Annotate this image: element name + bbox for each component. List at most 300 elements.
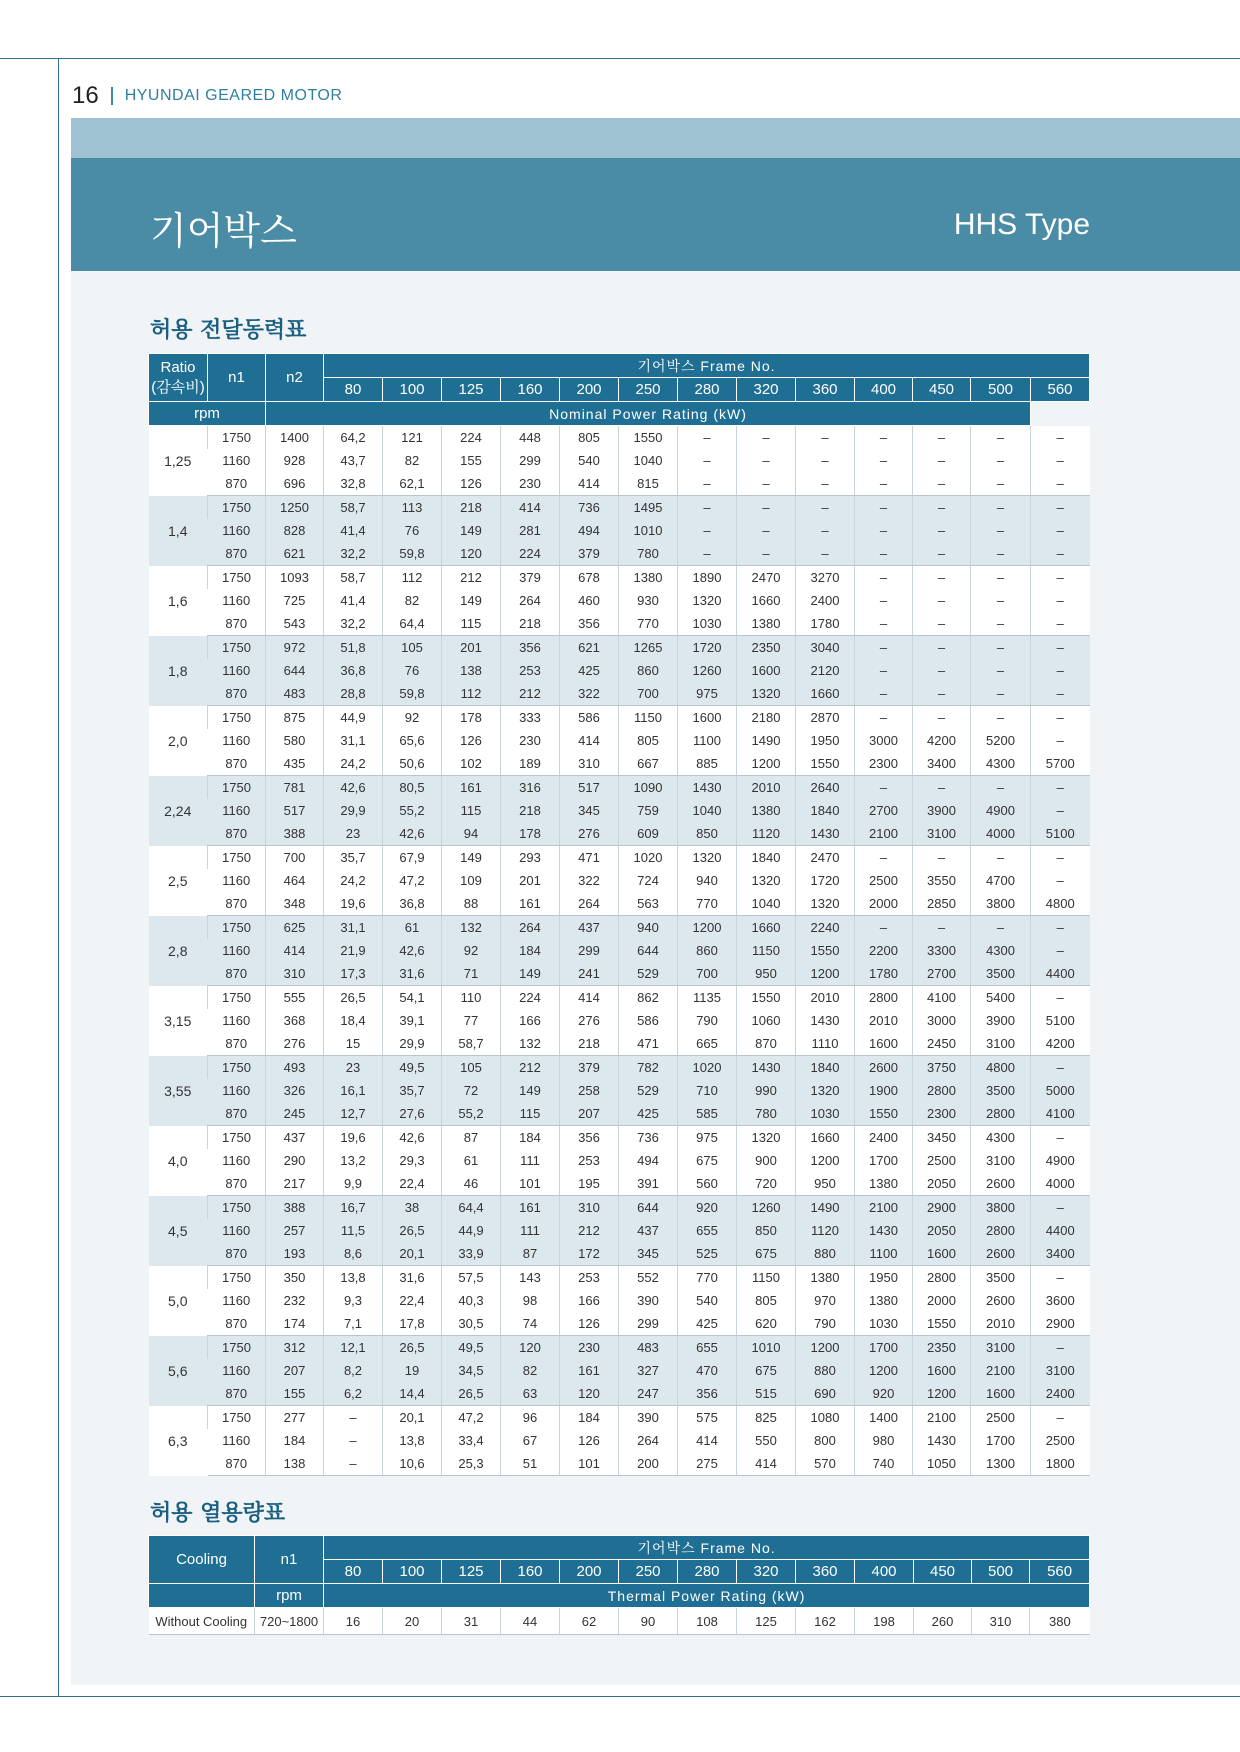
table-row <box>149 1126 1090 1150</box>
thermal-rpm-header: rpm <box>255 1584 324 1608</box>
table-cell: 391 <box>619 1172 678 1196</box>
frame-number-500: 500 <box>972 1560 1030 1584</box>
table-cell: 1160 <box>208 1429 266 1452</box>
table-cell: 1320 <box>796 892 855 916</box>
table-cell: – <box>971 846 1031 870</box>
table-cell: 2010 <box>737 776 796 800</box>
table-cell: – <box>913 426 971 450</box>
table-cell: 1320 <box>678 589 737 612</box>
table-cell: – <box>1031 659 1090 682</box>
table-cell: 200 <box>619 1452 678 1476</box>
table-cell: 1490 <box>737 729 796 752</box>
table-cell: 101 <box>501 1172 560 1196</box>
table-row <box>149 1196 1090 1220</box>
table-cell: 1400 <box>266 426 324 450</box>
table-cell: 16,7 <box>324 1196 383 1220</box>
table-cell: 62 <box>560 1608 619 1635</box>
table-cell: 781 <box>266 776 324 800</box>
table-cell: 63 <box>501 1382 560 1406</box>
table-cell: 30,5 <box>442 1312 501 1336</box>
table-cell: 2900 <box>913 1196 971 1220</box>
table-cell: 19,6 <box>324 892 383 916</box>
table-cell: 264 <box>619 1429 678 1452</box>
table-cell: 149 <box>501 1079 560 1102</box>
table-cell: 930 <box>619 589 678 612</box>
table-cell: – <box>1031 519 1090 542</box>
table-cell: 64,4 <box>442 1196 501 1220</box>
thermal-table-body <box>149 1608 1090 1635</box>
table-cell: 275 <box>678 1452 737 1476</box>
table-cell: 388 <box>266 822 324 846</box>
table-row <box>149 1452 1090 1476</box>
table-cell: 207 <box>560 1102 619 1126</box>
table-cell: 64,2 <box>324 426 383 450</box>
table-cell: 241 <box>560 962 619 986</box>
table-cell: 258 <box>560 1079 619 1102</box>
table-cell: – <box>855 612 913 636</box>
table-cell: 1750 <box>208 1266 266 1290</box>
table-cell: 162 <box>796 1608 855 1635</box>
table-cell: 1250 <box>266 496 324 520</box>
table-cell: 22,4 <box>383 1289 442 1312</box>
table-cell: – <box>971 519 1031 542</box>
table-cell: 105 <box>383 636 442 660</box>
table-cell: 9,9 <box>324 1172 383 1196</box>
table-cell: 805 <box>737 1289 796 1312</box>
table-cell: 1750 <box>208 1126 266 1150</box>
table-row <box>149 1406 1090 1430</box>
table-cell: 138 <box>442 659 501 682</box>
table-cell: 32,2 <box>324 612 383 636</box>
ratio-cell: 6,3 <box>149 1406 208 1476</box>
table-cell: 23 <box>324 1056 383 1080</box>
table-cell: – <box>855 449 913 472</box>
table-cell: 425 <box>560 659 619 682</box>
table-cell: 126 <box>442 729 501 752</box>
table-cell: 2400 <box>1031 1382 1090 1406</box>
table-cell: 950 <box>737 962 796 986</box>
table-cell: 1400 <box>855 1406 913 1430</box>
table-cell: 525 <box>678 1242 737 1266</box>
table-cell: 2500 <box>1031 1429 1090 1452</box>
table-row <box>149 1242 1090 1266</box>
table-cell: – <box>324 1429 383 1452</box>
table-cell: 2600 <box>971 1172 1031 1196</box>
power-table-body <box>149 426 1090 1476</box>
table-cell: 437 <box>619 1219 678 1242</box>
table-cell: – <box>971 449 1031 472</box>
table-cell: 2500 <box>971 1406 1031 1430</box>
table-cell: 1160 <box>208 659 266 682</box>
frame-number-360: 360 <box>796 1560 855 1584</box>
ratio-cell: 3,55 <box>149 1056 208 1126</box>
table-cell: 1380 <box>737 612 796 636</box>
n2-header: n2 <box>266 354 324 402</box>
table-cell: – <box>971 612 1031 636</box>
table-cell: 540 <box>560 449 619 472</box>
table-cell: 1050 <box>913 1452 971 1476</box>
table-cell: 850 <box>678 822 737 846</box>
table-cell: 126 <box>560 1429 619 1452</box>
table-cell: 112 <box>383 566 442 590</box>
table-cell: 2100 <box>971 1359 1031 1382</box>
frame-number-560: 560 <box>1030 1560 1090 1584</box>
table-cell: 2400 <box>855 1126 913 1150</box>
table-cell: 1030 <box>796 1102 855 1126</box>
table-cell: 621 <box>560 636 619 660</box>
table-cell: 3450 <box>913 1126 971 1150</box>
table-cell: 1150 <box>737 1266 796 1290</box>
table-cell: – <box>855 589 913 612</box>
thermal-frame-header: 기어박스 Frame No. <box>324 1536 1090 1560</box>
table-cell: – <box>737 472 796 496</box>
table-cell: 115 <box>442 799 501 822</box>
table-cell: 644 <box>619 1196 678 1220</box>
table-row <box>149 659 1090 682</box>
table-cell: 1380 <box>737 799 796 822</box>
table-cell: 1260 <box>737 1196 796 1220</box>
table-cell: 2700 <box>855 799 913 822</box>
table-cell: 87 <box>442 1126 501 1150</box>
table-cell: 1600 <box>678 706 737 730</box>
table-cell: 1160 <box>208 1009 266 1032</box>
table-cell: 900 <box>737 1149 796 1172</box>
table-cell: 257 <box>266 1219 324 1242</box>
table-cell: – <box>1031 542 1090 566</box>
table-cell: 1750 <box>208 1196 266 1220</box>
table-cell: 870 <box>208 682 266 706</box>
table-cell: 2100 <box>855 822 913 846</box>
table-cell: 414 <box>560 986 619 1010</box>
table-row <box>149 962 1090 986</box>
table-cell: – <box>737 426 796 450</box>
table-cell: 543 <box>266 612 324 636</box>
table-cell: 105 <box>442 1056 501 1080</box>
table-cell: 1550 <box>796 939 855 962</box>
table-cell: 759 <box>619 799 678 822</box>
table-cell: 108 <box>678 1608 737 1635</box>
table-cell: – <box>1031 1266 1090 1290</box>
table-cell: 644 <box>266 659 324 682</box>
table-cell: 59,8 <box>383 542 442 566</box>
table-cell: 1380 <box>855 1289 913 1312</box>
table-cell: 885 <box>678 752 737 776</box>
ratio-header: Ratio (감속비) <box>149 354 208 402</box>
table-cell: 1550 <box>619 426 678 450</box>
table-cell: 310 <box>560 1196 619 1220</box>
table-cell: 149 <box>442 589 501 612</box>
table-cell: 1320 <box>737 1126 796 1150</box>
table-cell: 230 <box>501 472 560 496</box>
table-cell: 88 <box>442 892 501 916</box>
table-cell: 1430 <box>913 1429 971 1452</box>
table-cell: 678 <box>560 566 619 590</box>
table-cell: 1200 <box>855 1359 913 1382</box>
table-cell: 111 <box>501 1219 560 1242</box>
table-cell: 322 <box>560 682 619 706</box>
table-cell: 47,2 <box>383 869 442 892</box>
table-cell: 880 <box>796 1242 855 1266</box>
table-cell: 138 <box>266 1452 324 1476</box>
table-cell: 43,7 <box>324 449 383 472</box>
table-row <box>149 939 1090 962</box>
table-cell: 1160 <box>208 1359 266 1382</box>
table-cell: 1160 <box>208 589 266 612</box>
table-cell: 1160 <box>208 1289 266 1312</box>
table-cell: 82 <box>383 449 442 472</box>
table-cell: 49,5 <box>442 1336 501 1360</box>
table-cell: – <box>913 612 971 636</box>
table-cell: 17,8 <box>383 1312 442 1336</box>
table-cell: 782 <box>619 1056 678 1080</box>
table-cell: – <box>913 566 971 590</box>
table-cell: – <box>913 472 971 496</box>
table-cell: 1380 <box>855 1172 913 1196</box>
table-cell: 870 <box>208 1382 266 1406</box>
power-rating-table <box>148 353 1090 1476</box>
table-cell: 312 <box>266 1336 324 1360</box>
ratio-cell: 4,0 <box>149 1126 208 1196</box>
table-cell: 550 <box>737 1429 796 1452</box>
table-cell: 1840 <box>796 799 855 822</box>
table-row <box>149 1009 1090 1032</box>
table-cell: 245 <box>266 1102 324 1126</box>
table-cell: 299 <box>619 1312 678 1336</box>
table-cell: 1260 <box>678 659 737 682</box>
table-cell: 975 <box>678 682 737 706</box>
table-cell: 41,4 <box>324 519 383 542</box>
table-cell: 1160 <box>208 729 266 752</box>
table-cell: – <box>737 496 796 520</box>
table-cell: – <box>913 496 971 520</box>
table-cell: – <box>855 472 913 496</box>
table-cell: – <box>324 1452 383 1476</box>
table-cell: 55,2 <box>442 1102 501 1126</box>
table-cell: 3900 <box>971 1009 1031 1032</box>
table-cell: 40,3 <box>442 1289 501 1312</box>
table-row <box>149 449 1090 472</box>
table-cell: 155 <box>442 449 501 472</box>
ratio-cell: 1,6 <box>149 566 208 636</box>
table-cell: 281 <box>501 519 560 542</box>
table-cell: 1030 <box>678 612 737 636</box>
table-cell: 98 <box>501 1289 560 1312</box>
table-cell: 1120 <box>737 822 796 846</box>
table-cell: – <box>913 916 971 940</box>
table-row <box>149 869 1090 892</box>
table-cell: 112 <box>442 682 501 706</box>
table-row <box>149 1336 1090 1360</box>
header-divider <box>111 87 113 105</box>
table-cell: 2350 <box>737 636 796 660</box>
table-cell: 161 <box>442 776 501 800</box>
table-row <box>149 542 1090 566</box>
table-cell: 390 <box>619 1289 678 1312</box>
table-cell: 195 <box>560 1172 619 1196</box>
table-cell: 77 <box>442 1009 501 1032</box>
table-cell: 586 <box>560 706 619 730</box>
table-cell: 174 <box>266 1312 324 1336</box>
table-cell: 870 <box>208 892 266 916</box>
table-cell: – <box>1031 472 1090 496</box>
table-cell: 17,3 <box>324 962 383 986</box>
table-cell: 35,7 <box>383 1079 442 1102</box>
table-cell: 675 <box>737 1359 796 1382</box>
table-cell: 212 <box>560 1219 619 1242</box>
table-cell: 310 <box>266 962 324 986</box>
ratio-cell: 2,8 <box>149 916 208 986</box>
table-row <box>149 496 1090 520</box>
frame-number-360: 360 <box>796 378 855 402</box>
table-cell: 1750 <box>208 496 266 520</box>
table-cell: 1160 <box>208 939 266 962</box>
table-cell: 253 <box>560 1266 619 1290</box>
table-cell: 972 <box>266 636 324 660</box>
ratio-cell: 1,25 <box>149 426 208 496</box>
table-cell: 870 <box>208 1242 266 1266</box>
table-cell: 290 <box>266 1149 324 1172</box>
table-cell: 4400 <box>1031 962 1090 986</box>
table-cell: 515 <box>737 1382 796 1406</box>
table-cell: 232 <box>266 1289 324 1312</box>
table-cell: 61 <box>383 916 442 940</box>
table-cell: 870 <box>208 612 266 636</box>
table-cell: 212 <box>501 1056 560 1080</box>
table-cell: 4400 <box>1031 1219 1090 1242</box>
table-cell: 770 <box>678 1266 737 1290</box>
table-cell: 1495 <box>619 496 678 520</box>
table-cell: 58,7 <box>442 1032 501 1056</box>
table-cell: – <box>1031 799 1090 822</box>
table-cell: 201 <box>442 636 501 660</box>
table-cell: 178 <box>501 822 560 846</box>
table-cell: 121 <box>383 426 442 450</box>
table-cell: 33,9 <box>442 1242 501 1266</box>
table-cell: 218 <box>560 1032 619 1056</box>
table-cell: 28,8 <box>324 682 383 706</box>
frame-number-125: 125 <box>442 378 501 402</box>
table-cell: 1320 <box>678 846 737 870</box>
table-cell: – <box>855 542 913 566</box>
table-cell: – <box>971 589 1031 612</box>
table-cell: 1660 <box>796 1126 855 1150</box>
table-cell: 80,5 <box>383 776 442 800</box>
table-cell: 132 <box>442 916 501 940</box>
table-cell: 132 <box>501 1032 560 1056</box>
table-cell: 1093 <box>266 566 324 590</box>
table-cell: 1430 <box>678 776 737 800</box>
table-row <box>149 892 1090 916</box>
table-cell: 26,5 <box>383 1219 442 1242</box>
power-table-title: 허용 전달동력표 <box>150 318 307 343</box>
table-cell: 665 <box>678 1032 737 1056</box>
table-cell: 293 <box>501 846 560 870</box>
table-cell: – <box>855 426 913 450</box>
table-cell: – <box>1031 939 1090 962</box>
table-cell: 2000 <box>855 892 913 916</box>
table-cell: 4300 <box>971 1126 1031 1150</box>
table-cell: 29,9 <box>383 1032 442 1056</box>
ratio-cell: 3,15 <box>149 986 208 1056</box>
frame-number-320: 320 <box>737 378 796 402</box>
frame-number-500: 500 <box>971 378 1031 402</box>
frame-number-320: 320 <box>737 1560 796 1584</box>
table-cell: 5000 <box>1031 1079 1090 1102</box>
table-cell: 115 <box>501 1102 560 1126</box>
table-cell: 101 <box>560 1452 619 1476</box>
brand-name: HYUNDAI GEARED MOTOR <box>124 87 343 104</box>
table-cell: 1430 <box>737 1056 796 1080</box>
table-cell: 1265 <box>619 636 678 660</box>
table-cell: 11,5 <box>324 1219 383 1242</box>
table-cell: 1720 <box>678 636 737 660</box>
table-cell: 67,9 <box>383 846 442 870</box>
table-cell: 1080 <box>796 1406 855 1430</box>
table-row <box>149 472 1090 496</box>
page-title: 기어박스 <box>150 209 297 253</box>
table-cell: 2870 <box>796 706 855 730</box>
table-cell: 3100 <box>913 822 971 846</box>
table-cell: 82 <box>501 1359 560 1382</box>
table-cell: 230 <box>501 729 560 752</box>
table-row <box>149 1382 1090 1406</box>
table-cell: 47,2 <box>442 1406 501 1430</box>
table-cell: 1750 <box>208 1406 266 1430</box>
table-cell: 4300 <box>971 752 1031 776</box>
table-cell: 64,4 <box>383 612 442 636</box>
table-cell: 35,7 <box>324 846 383 870</box>
table-cell: 5100 <box>1031 822 1090 846</box>
table-cell: 34,5 <box>442 1359 501 1382</box>
table-cell: 425 <box>678 1312 737 1336</box>
page-header <box>72 82 342 110</box>
table-cell: 1750 <box>208 706 266 730</box>
table-cell: 276 <box>560 822 619 846</box>
table-cell: 322 <box>560 869 619 892</box>
table-cell: 57,5 <box>442 1266 501 1290</box>
table-cell: 815 <box>619 472 678 496</box>
title-band-light <box>71 118 1240 158</box>
table-cell: 38 <box>383 1196 442 1220</box>
table-cell: 110 <box>442 986 501 1010</box>
table-cell: 207 <box>266 1359 324 1382</box>
table-cell: 13,2 <box>324 1149 383 1172</box>
table-cell: 1600 <box>737 659 796 682</box>
table-cell: 4100 <box>1031 1102 1090 1126</box>
table-cell: 471 <box>560 846 619 870</box>
table-cell: 862 <box>619 986 678 1010</box>
frame-number-160: 160 <box>501 1560 560 1584</box>
table-cell: 696 <box>266 472 324 496</box>
table-cell: 42,6 <box>324 776 383 800</box>
table-cell: 3500 <box>971 1266 1031 1290</box>
table-cell: 55,2 <box>383 799 442 822</box>
ratio-cell: 4,5 <box>149 1196 208 1266</box>
table-cell: 3400 <box>913 752 971 776</box>
table-cell: 2120 <box>796 659 855 682</box>
table-cell: 189 <box>501 752 560 776</box>
table-cell: 990 <box>737 1079 796 1102</box>
table-cell: 264 <box>560 892 619 916</box>
table-cell: – <box>1031 986 1090 1010</box>
table-cell: 435 <box>266 752 324 776</box>
table-cell: 8,6 <box>324 1242 383 1266</box>
table-cell: 825 <box>737 1406 796 1430</box>
table-cell: 299 <box>560 939 619 962</box>
table-cell: – <box>796 542 855 566</box>
table-cell: 585 <box>678 1102 737 1126</box>
table-cell: 1750 <box>208 846 266 870</box>
